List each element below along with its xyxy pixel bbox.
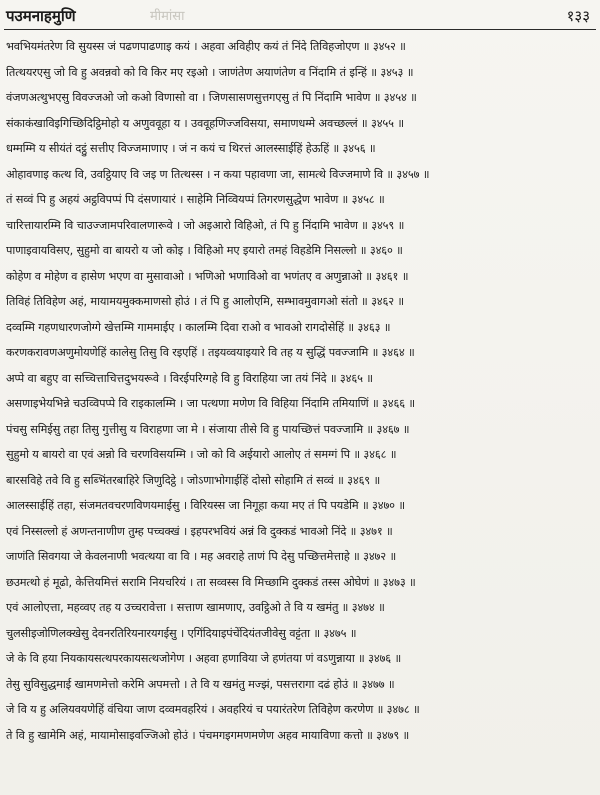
verse-3467: पंचसु समिईसु तहा तिसु गुत्तीसु य विराहणा जा मे । संजाया तीसे वि हु पायच्छित्तं पवज्जामि ॥ ३४६७ ॥: [6, 422, 410, 436]
verse-3459: चारित्तायारम्मि वि चाउज्जामपरिवालणारूवे । जो अइआरो विहिओ, तं पि हु निंदामि भावेण ॥ ३४५९ ॥: [6, 218, 405, 232]
verse-list: [6, 34, 596, 748]
verse-3474: एवं आलोएत्ता, महव्वए तह य उच्चरावेत्ता । सत्ताण खामणाए, उवट्ठिओ ते वि य खमंतु ॥ ३४७४ ॥: [6, 601, 385, 614]
verse-3476: जे के वि हया नियकायसत्थपरकायसत्थजोगेण । अहवा हणाविया जे हणंतया णं वऽणुन्नाया ॥ ३४७६ ॥: [6, 652, 402, 665]
verse-3469: बारसविहे तवे वि हु सब्भिंतरबाहिरे जिणुदिट्ठे । जोऽणाभोगाईहिं दोसो सोहामि तं सव्वं ॥ ३४६९ ॥: [6, 473, 381, 487]
verse-3452: भवभियमंतरेण वि सुयस्स जं पढणपाढणाइ कयं । अहवा अविहीए कयं तं निंदे तिविहजोएण ॥ ३४५२ ॥: [6, 40, 406, 53]
verse-3471: एवं निस्सल्लो हं अणन्तनाणीण तुम्ह पच्चक्खं । इहपरभवियं अन्नं वि दुक्कडं भावओ निंदे ॥ ३४७१ ॥: [6, 524, 393, 538]
verse-3468: सुहुमो य बायरो वा एवं अन्नो वि चरणविसयम्मि । जो को वि अईयारो आलोए तं समग्गं पि ॥ ३४६८ ॥: [6, 448, 397, 461]
verse-3465: अप्पे वा बहुए वा सच्चित्ताचित्तदुभयरूवे । विरईपरिग्गहे वि हु विराहिया जा तयं निंदे ॥ ३४६५ ॥: [6, 371, 373, 385]
verse-3460: पाणाइवायविसए, सुहुमो वा बायरो य जो कोइ । विहिओ मए इयारो तमहं विहडेमि निसल्लो ॥ ३४६० ॥: [6, 244, 403, 257]
verse-3479: ते वि हु खामेमि अहं, मायामोसाइवज्जिओ होउं । पंचमगइगमणमणेण अहव मायाविणा कत्तो ॥ ३४७९ ॥: [6, 728, 410, 742]
verse-3473: छउमत्थो हं मूढो, केत्तियमित्तं सरामि नियचरियं । ता सव्वस्स वि मिच्छामि दुक्कडं तस्स ओघेणं ॥ ३४७३ ॥: [6, 575, 416, 589]
page-number: १३३: [566, 7, 590, 25]
verse-3455: संकाकंखाविइगिच्छिदिट्ठिमोहो य अणुववूहा य । उववूहणिज्जविसया, समाणधम्मे अवच्छल्लं ॥ ३४५५ ॥: [6, 116, 404, 130]
verse-3463: दव्वम्मि गहणधारणजोग्गे खेत्तम्मि गाममाईए । कालम्मि दिवा राओ व भावओ रागदोसेहिं ॥ ३४६३ ॥: [6, 320, 391, 334]
verse-3466: असणाइभेयभिन्ने चउव्विपप्पे वि राइकालम्मि । जा पत्थणा मणेण वि विहिया निंदामि तमियाणिं ॥ ३४६६ ॥: [6, 397, 415, 410]
verse-3470: आलस्साईहिं तहा, संजमतवचरणविणयमाईसु । विरियस्स जा निगूहा कया मए तं पि पयडेमि ॥ ३४७० ॥: [6, 499, 405, 512]
verse-3475: चुलसीइजोणिलक्खेसु देवनरतिरियनारयगईसु । एगिंदियाइपंचेंदियंतजीवेसु वट्टंता ॥ ३४७५ ॥: [6, 626, 357, 640]
verse-3457: ओहावणाइ कत्थ वि, उवट्ठियाए वि जइ ण तित्थस्स । न कया पहावणा जा, सामत्थे विज्जमाणे वि ॥ ३४५७ ॥: [6, 167, 430, 181]
running-head: पउमनाहमुणि: [6, 7, 76, 25]
verse-3464: करणकरावणअणुमोयणेहिं कालेसु तिसु वि रइएहिं । तइयव्वयाइयारे वि तह य सुद्धिं पवज्जामि ॥ ३४६४ ॥: [6, 346, 415, 359]
verse-3478: जे वि य हु अलियवयणेहिं वंचिया जाण दव्वमवहरियं । अवहरियं च पयारंतरेण तिविहेण करणेण ॥ ३४७८ ॥: [6, 703, 420, 716]
verse-3472: जाणंति सिवगया जे केवलनाणी भवत्थया वा वि । मह अवराहे ताणं पि देसु पच्छित्तमेत्ताहे ॥ ३४७२ ॥: [6, 550, 397, 563]
verse-3456: धम्मम्मि य सीयंतं दट्ठुं सत्तीए विज्जमाणाए । जं न कयं च थिरत्तं आलस्साईहिं हेऊहिं ॥ ३४५६ ॥: [6, 142, 376, 155]
verse-3461: कोहेण व मोहेण व हासेण भएण वा मुसावाओ । भणिओ भणाविओ वा भणंतए व अणुन्नाओ ॥ ३४६१ ॥: [6, 269, 409, 283]
verse-3454: वंजणअत्थुभएसु विवज्जओ जो कओ विणासो वा । जिणसासणसुत्तगएसु तं पि निंदामि भावेण ॥ ३४५४ ॥: [6, 91, 417, 104]
bleed-through-text: मीमांसा: [150, 9, 185, 24]
header-rule: [4, 29, 596, 30]
verse-3462: तिविहं तिविहेण अहं, मायामयमुक्कमाणसो होउं । तं पि हु आलोएमि, सम्भावमुवागओ संतो ॥ ३४६२ ॥: [6, 295, 405, 308]
verse-3458: तं सव्वं पि हु अहयं अट्ठविपप्पं पि दंसणायारं । साहेमि निव्वियप्पं तिगरणसुद्धेण भावेण ॥ ३४५८ ॥: [6, 193, 385, 206]
verse-3477: तेसु सुविसुद्धमाई खामणमेत्तो करेमि अपमत्तो । ते वि य खमंतु मज्झं, पसत्तरागा दढं होउं ॥ ३४७७ ॥: [6, 677, 395, 691]
verse-3453: तित्थयरएसु जो वि हु अवन्नवो को वि किर मए रइओ । जाणंतेण अयाणंतेण व निंदामि तं इन्हिं ॥ ३४५३ ॥: [6, 65, 414, 79]
